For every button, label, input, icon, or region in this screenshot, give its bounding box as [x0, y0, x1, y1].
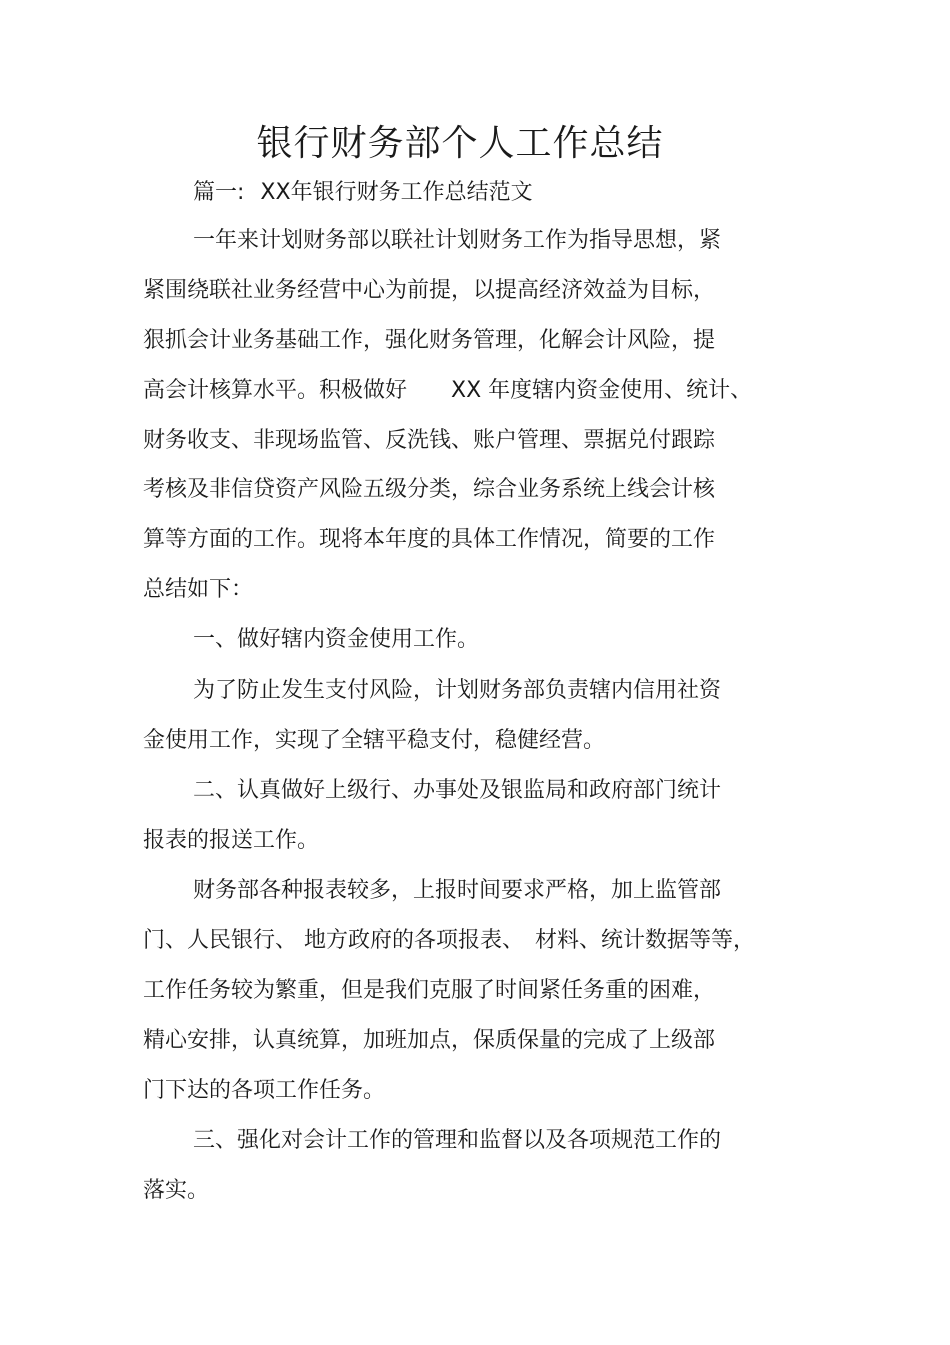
paragraph-line: 狠抓会计业务基础工作，强化财务管理，化解会计风险，提 [143, 328, 716, 353]
paragraph-line: 财务收支、非现场监管、反洗钱、账户管理、票据兑付跟踪 [143, 428, 716, 453]
paragraph-line: 一年来计划财务部以联社计划财务工作为指导思想，紧 [193, 228, 722, 253]
paragraph-line: 为了防止发生支付风险，计划财务部负责辖内信用社资 [193, 678, 722, 703]
paragraph-line: 紧围绕联社业务经营中心为前提，以提高经济效益为目标， [143, 278, 716, 303]
subtitle-text: XX年银行财务工作总结范文 [260, 180, 533, 205]
subtitle-prefix: 篇一: [193, 180, 245, 205]
document-subtitle [193, 177, 533, 209]
section-heading: 落实。 [143, 1178, 210, 1203]
paragraph-line: 总结如下： [143, 577, 254, 602]
section-heading: 报表的报送工作。 [143, 828, 320, 853]
paragraph-line: 门下达的各项工作任务。 [143, 1078, 386, 1103]
document-title: 银行财务部个人工作总结 [256, 123, 664, 164]
section-heading: 一、做好辖内资金使用工作。 [193, 627, 480, 652]
paragraph-line: 财务部各种报表较多，上报时间要求严格，加上监管部 [193, 878, 722, 903]
paragraph-line: 算等方面的工作。现将本年度的具体工作情况，简要的工作 [143, 527, 716, 552]
section-heading: 二、认真做好上级行、办事处及银监局和政府部门统计 [193, 778, 722, 803]
paragraph-line: 工作任务较为繁重，但是我们克服了时间紧任务重的困难， [143, 978, 716, 1003]
section-heading: 三、强化对会计工作的管理和监督以及各项规范工作的 [193, 1128, 722, 1153]
paragraph-line: 精心安排，认真统算，加班加点，保质保量的完成了上级部 [143, 1028, 716, 1053]
paragraph-line: 考核及非信贷资产风险五级分类，综合业务系统上线会计核 [143, 477, 716, 502]
paragraph-line: 金使用工作，实现了全辖平稳支付，稳健经营。 [143, 728, 606, 753]
paragraph-line: 高会计核算水平。积极做好 XX 年度辖内资金使用、统计、 [143, 378, 753, 403]
paragraph-line: 门、人民银行、 地方政府的各项报表、 材料、统计数据等等， [143, 928, 755, 953]
